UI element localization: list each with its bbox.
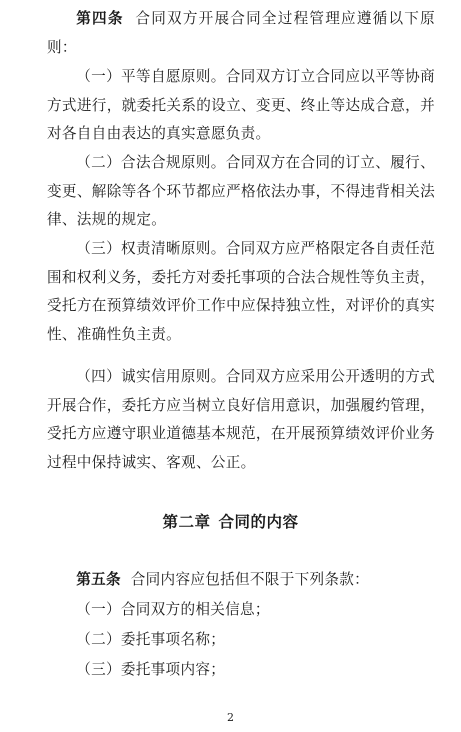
chapter-number: 第二章 <box>162 513 211 531</box>
article-4-text: 合同双方开展合同全过程管理应遵循以下原则： <box>47 10 436 56</box>
principle-paragraph-3: （三）权责清晰原则。合同双方应严格限定各自责任范围和权利义务，委托方对委托事项的合法合规性等负主责，受托方在预算绩效评价工作中应保持独立性，对评价的真实性、准确性负主责。 <box>47 240 435 343</box>
principle-paragraph-1: （一）平等自愿原则。合同双方订立合同应以平等协商方式进行，就委托关系的设立、变更、终止等达成合意，并对各自自由表达的真实意愿负责。 <box>47 68 435 142</box>
article-4-lead: 第四条 <box>76 10 124 27</box>
principle-paragraph-2: （二）合法合规原则。合同双方在合同的订立、履行、变更、解除等各个环节都应严格依法办事，不得违背相关法律、法规的规定。 <box>47 154 435 228</box>
page-number: 2 <box>227 711 234 724</box>
article-4-paragraph <box>47 5 435 62</box>
clause-item-3: （三）委托事项内容； <box>76 661 226 678</box>
principle-paragraph-4: （四）诚实信用原则。合同双方应采用公开透明的方式开展合作，委托方应当树立良好信用意识，加强履约管理，受托方应遵守职业道德基本规范，在开展预算绩效评价业务过程中保持诚实、客观、公正。 <box>47 368 435 471</box>
chapter-title: 合同的内容 <box>218 513 299 531</box>
clause-item-2: （二）委托事项名称； <box>76 631 226 648</box>
article-5-paragraph <box>47 566 435 595</box>
article-5-text: 合同内容应包括但不限于下列条款： <box>130 571 370 588</box>
clause-item-1: （一）合同双方的相关信息； <box>76 601 270 618</box>
chapter-heading <box>0 510 461 532</box>
article-5-lead: 第五条 <box>76 571 121 588</box>
